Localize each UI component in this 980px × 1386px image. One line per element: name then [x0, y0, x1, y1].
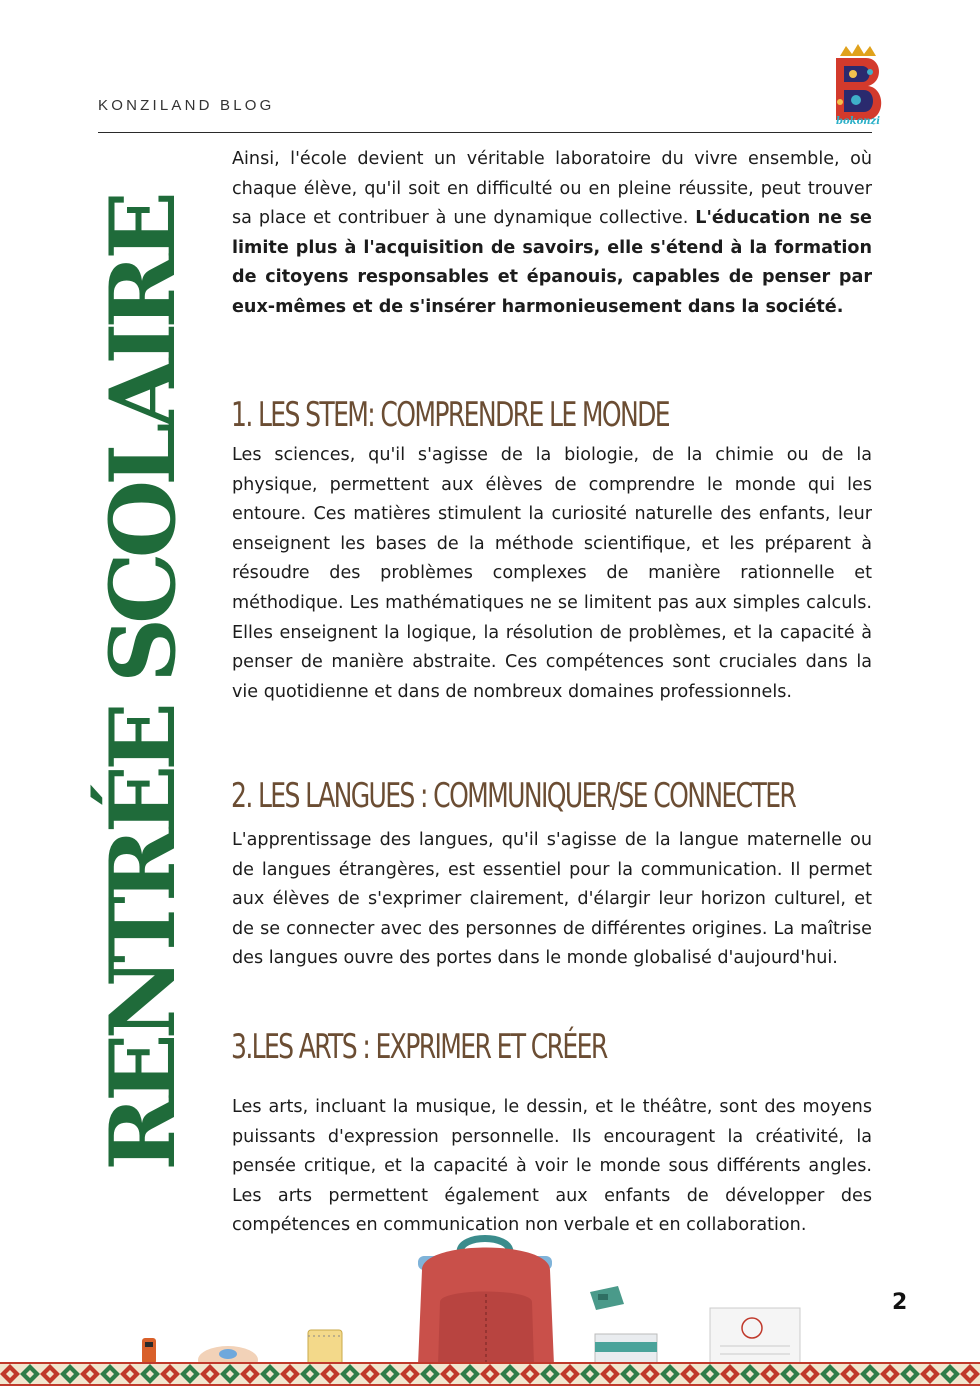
blog-label: KONZILAND BLOG: [98, 97, 275, 114]
intro-block: [232, 145, 872, 323]
intro-text: Ainsi, l'école devient un véritable laboratoire du vivre ensemble, où chaque élève, qu'il soit en difficulté ou en pleine réussite, peut trouver sa place et contribuer à une dynamique collective.: [232, 149, 872, 229]
section-stem: [232, 441, 872, 707]
section-heading-langues: 2. LES LANGUES : COMMUNIQUER/SE CONNECTER: [231, 776, 796, 816]
school-supplies-illustration: [300, 1230, 660, 1365]
section-arts: [232, 1093, 872, 1241]
graded-paper-illustration: [700, 1302, 810, 1366]
section-heading-stem: 1. LES STEM: COMPRENDRE LE MONDE: [231, 395, 669, 435]
crown-icon: [840, 44, 876, 56]
side-title: RENTRÉE SCOLAIRE: [90, 197, 196, 1171]
backpack-icon: [418, 1239, 554, 1366]
header-divider: [98, 132, 872, 133]
decorative-border: [0, 1362, 980, 1386]
section-body-arts: Les arts, incluant la musique, le dessin, et le théâtre, sont des moyens puissants d'expression personnelle. Ils encouragent la créativité, la pensée critique, et la capacité à voir le monde sous différents angles. Les arts permettent également aux enfants de développer des compétences en communication non verbale et en collaboration.: [232, 1097, 872, 1236]
section-body-langues: L'apprentissage des langues, qu'il s'agisse de la langue maternelle ou de langues étrangères, est essentiel pour la communication. Il permet aux élèves de s'exprimer clairement, d'élargir leur horizon culturel, et de se connecter avec des personnes de différentes origines. La maîtrise des langues ouvre des portes dans le monde globalisé d'aujourd'hui.: [232, 830, 872, 969]
intro-bold-text: L'éducation ne se limite plus à l'acquisition de savoirs, elle s'étend à la formation de citoyens responsables et épanouis, capables de penser par eux-mêmes et de s'insérer harmonieusement dans la société.: [232, 208, 872, 317]
section-body-stem: Les sciences, qu'il s'agisse de la biologie, de la chimie ou de la physique, permettent aux élèves de comprendre le monde qui les entoure. Ces matières stimulent la curiosité naturelle des enfants, leur enseignent les bases de la méthode scientifique, et les préparent à résoudre des problèmes complexes de manière rationnelle et méthodique. Les mathématiques ne se limitent pas aux simples calculs. Elles enseignent la logique, la résolution de problèmes, et la capacité à penser de manière abstraite. Ces compétences sont cruciales dans la vie quotidienne et dans de nombreux domaines professionnels.: [232, 445, 872, 702]
intro-paragraph: [232, 145, 872, 323]
section-heading-arts: 3.LES ARTS : EXPRIMER ET CRÉER: [231, 1027, 607, 1067]
section-langues: [232, 826, 872, 974]
side-title-area: [90, 160, 196, 1208]
sharpener-icon: [590, 1286, 624, 1310]
calculator-icon: [142, 1338, 156, 1364]
page-number: 2: [892, 1290, 908, 1315]
desk-items-illustration: [140, 1334, 260, 1364]
logo-caption: bokonzi: [835, 116, 880, 127]
